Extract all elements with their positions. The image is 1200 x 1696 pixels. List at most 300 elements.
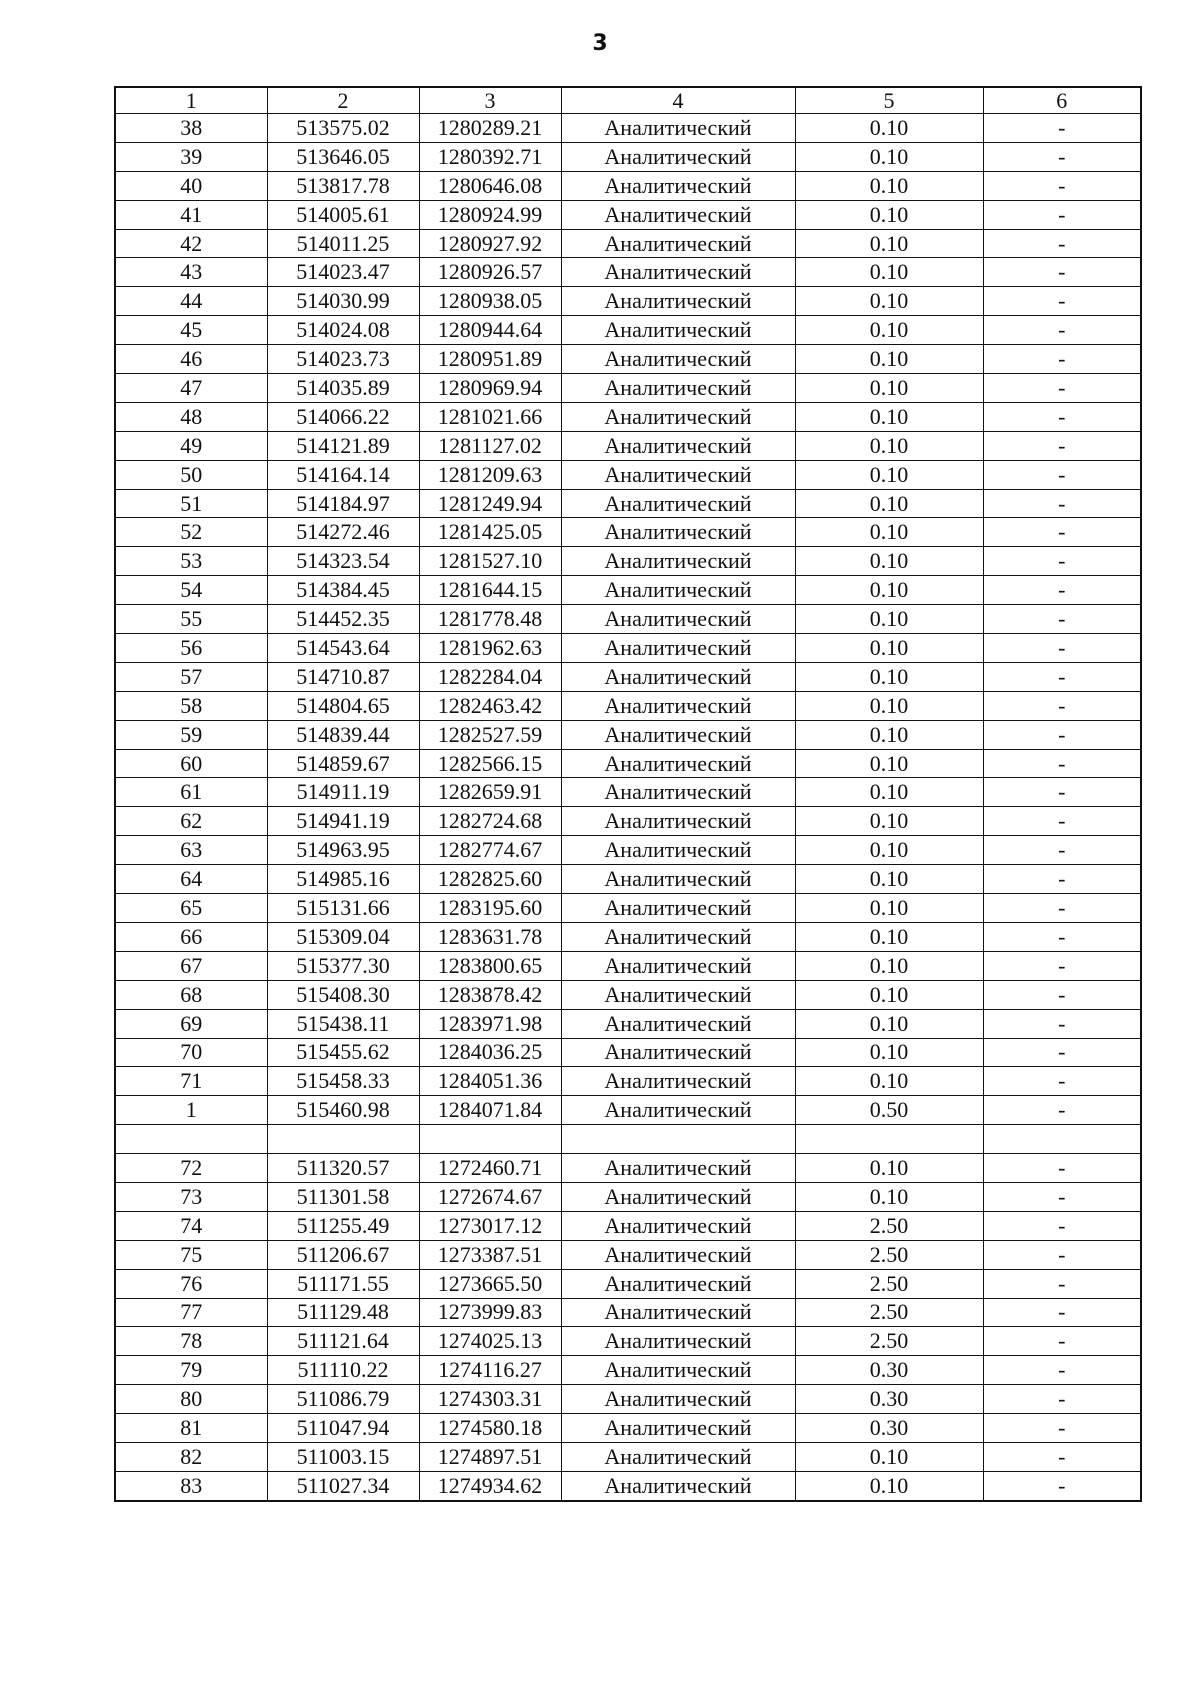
method-cell: Аналитический (561, 720, 795, 749)
table-row (115, 1471, 1141, 1500)
y-coordinate-cell: 1274580.18 (419, 1414, 561, 1443)
point-number-cell: 66 (115, 922, 267, 951)
y-coordinate-cell: 1274025.13 (419, 1327, 561, 1356)
point-number-cell: 46 (115, 345, 267, 374)
method-cell: Аналитический (561, 1269, 795, 1298)
method-cell: Аналитический (561, 229, 795, 258)
y-coordinate-cell: 1282527.59 (419, 720, 561, 749)
point-number-cell: 80 (115, 1385, 267, 1414)
point-number-cell: 42 (115, 229, 267, 258)
column-header: 1 (115, 87, 267, 114)
accuracy-cell: 0.10 (795, 547, 983, 576)
accuracy-cell: 2.50 (795, 1298, 983, 1327)
accuracy-cell: 0.10 (795, 1038, 983, 1067)
note-cell: - (983, 691, 1141, 720)
note-cell: - (983, 865, 1141, 894)
point-number-cell: 52 (115, 518, 267, 547)
accuracy-cell: 0.10 (795, 691, 983, 720)
table-row (115, 1038, 1141, 1067)
x-coordinate-cell: 514035.89 (267, 374, 419, 403)
method-cell: Аналитический (561, 1038, 795, 1067)
note-cell: - (983, 1414, 1141, 1443)
method-cell: Аналитический (561, 1240, 795, 1269)
note-cell: - (983, 114, 1141, 143)
y-coordinate-cell: 1281425.05 (419, 518, 561, 547)
x-coordinate-cell: 514452.35 (267, 605, 419, 634)
table-row (115, 1442, 1141, 1471)
x-coordinate-cell: 514030.99 (267, 287, 419, 316)
table-row (115, 1125, 1141, 1154)
accuracy-cell: 0.10 (795, 316, 983, 345)
accuracy-cell: 0.10 (795, 460, 983, 489)
table-row (115, 778, 1141, 807)
table-row (115, 720, 1141, 749)
point-number-cell: 45 (115, 316, 267, 345)
x-coordinate-cell: 514023.47 (267, 258, 419, 287)
method-cell (561, 1125, 795, 1154)
x-coordinate-cell: 514023.73 (267, 345, 419, 374)
table-row (115, 1240, 1141, 1269)
x-coordinate-cell: 515131.66 (267, 894, 419, 923)
accuracy-cell: 0.10 (795, 287, 983, 316)
y-coordinate-cell: 1284071.84 (419, 1096, 561, 1125)
y-coordinate-cell: 1282774.67 (419, 836, 561, 865)
note-cell: - (983, 229, 1141, 258)
note-cell: - (983, 836, 1141, 865)
table-body (115, 87, 1141, 1501)
point-number-cell (115, 1125, 267, 1154)
point-number-cell: 1 (115, 1096, 267, 1125)
y-coordinate-cell: 1273665.50 (419, 1269, 561, 1298)
method-cell: Аналитический (561, 836, 795, 865)
accuracy-cell: 0.10 (795, 662, 983, 691)
method-cell: Аналитический (561, 114, 795, 143)
x-coordinate-cell: 514164.14 (267, 460, 419, 489)
note-cell: - (983, 142, 1141, 171)
point-number-cell: 83 (115, 1471, 267, 1500)
method-cell: Аналитический (561, 431, 795, 460)
point-number-cell: 79 (115, 1356, 267, 1385)
y-coordinate-cell: 1280392.71 (419, 142, 561, 171)
y-coordinate-cell: 1283631.78 (419, 922, 561, 951)
accuracy-cell: 0.10 (795, 951, 983, 980)
accuracy-cell: 0.30 (795, 1356, 983, 1385)
column-header: 6 (983, 87, 1141, 114)
method-cell: Аналитический (561, 865, 795, 894)
table-row (115, 229, 1141, 258)
table-row (115, 374, 1141, 403)
method-cell: Аналитический (561, 1385, 795, 1414)
y-coordinate-cell: 1280938.05 (419, 287, 561, 316)
table-row (115, 1298, 1141, 1327)
accuracy-cell: 0.10 (795, 1067, 983, 1096)
column-header: 2 (267, 87, 419, 114)
table-row (115, 142, 1141, 171)
x-coordinate-cell (267, 1125, 419, 1154)
note-cell: - (983, 720, 1141, 749)
table-row (115, 1211, 1141, 1240)
point-number-cell: 48 (115, 402, 267, 431)
x-coordinate-cell: 514384.45 (267, 576, 419, 605)
x-coordinate-cell: 513817.78 (267, 171, 419, 200)
table-row (115, 1067, 1141, 1096)
x-coordinate-cell: 514543.64 (267, 634, 419, 663)
x-coordinate-cell: 511047.94 (267, 1414, 419, 1443)
table-row (115, 402, 1141, 431)
table-row (115, 1182, 1141, 1211)
table-row (115, 258, 1141, 287)
y-coordinate-cell: 1281527.10 (419, 547, 561, 576)
method-cell: Аналитический (561, 749, 795, 778)
point-number-cell: 54 (115, 576, 267, 605)
accuracy-cell: 2.50 (795, 1327, 983, 1356)
table-row (115, 1096, 1141, 1125)
y-coordinate-cell: 1281962.63 (419, 634, 561, 663)
note-cell: - (983, 1442, 1141, 1471)
note-cell: - (983, 778, 1141, 807)
accuracy-cell: 0.10 (795, 1154, 983, 1183)
table-row (115, 547, 1141, 576)
point-number-cell: 68 (115, 980, 267, 1009)
point-number-cell: 53 (115, 547, 267, 576)
point-number-cell: 64 (115, 865, 267, 894)
method-cell: Аналитический (561, 576, 795, 605)
method-cell: Аналитический (561, 258, 795, 287)
method-cell: Аналитический (561, 691, 795, 720)
y-coordinate-cell: 1274934.62 (419, 1471, 561, 1500)
table-row (115, 431, 1141, 460)
x-coordinate-cell: 514121.89 (267, 431, 419, 460)
y-coordinate-cell: 1281644.15 (419, 576, 561, 605)
y-coordinate-cell: 1280924.99 (419, 200, 561, 229)
x-coordinate-cell: 515458.33 (267, 1067, 419, 1096)
accuracy-cell: 0.10 (795, 402, 983, 431)
note-cell: - (983, 807, 1141, 836)
method-cell: Аналитический (561, 1182, 795, 1211)
method-cell: Аналитический (561, 1009, 795, 1038)
note-cell: - (983, 894, 1141, 923)
table-row (115, 922, 1141, 951)
method-cell: Аналитический (561, 922, 795, 951)
x-coordinate-cell: 514710.87 (267, 662, 419, 691)
y-coordinate-cell: 1283800.65 (419, 951, 561, 980)
note-cell: - (983, 374, 1141, 403)
note-cell: - (983, 951, 1141, 980)
x-coordinate-cell: 515408.30 (267, 980, 419, 1009)
point-number-cell: 82 (115, 1442, 267, 1471)
method-cell: Аналитический (561, 142, 795, 171)
y-coordinate-cell: 1280926.57 (419, 258, 561, 287)
method-cell: Аналитический (561, 518, 795, 547)
method-cell: Аналитический (561, 951, 795, 980)
accuracy-cell: 0.10 (795, 114, 983, 143)
note-cell: - (983, 576, 1141, 605)
method-cell: Аналитический (561, 1471, 795, 1500)
x-coordinate-cell: 514272.46 (267, 518, 419, 547)
x-coordinate-cell: 514804.65 (267, 691, 419, 720)
y-coordinate-cell: 1282659.91 (419, 778, 561, 807)
x-coordinate-cell: 513646.05 (267, 142, 419, 171)
point-number-cell: 70 (115, 1038, 267, 1067)
point-number-cell: 65 (115, 894, 267, 923)
x-coordinate-cell: 511171.55 (267, 1269, 419, 1298)
point-number-cell: 47 (115, 374, 267, 403)
point-number-cell: 41 (115, 200, 267, 229)
y-coordinate-cell: 1273999.83 (419, 1298, 561, 1327)
point-number-cell: 71 (115, 1067, 267, 1096)
accuracy-cell: 0.10 (795, 836, 983, 865)
table-row (115, 287, 1141, 316)
x-coordinate-cell: 514024.08 (267, 316, 419, 345)
note-cell: - (983, 634, 1141, 663)
accuracy-cell: 0.50 (795, 1096, 983, 1125)
table-row (115, 1269, 1141, 1298)
note-cell: - (983, 922, 1141, 951)
accuracy-cell: 2.50 (795, 1211, 983, 1240)
page-number: 3 (592, 31, 608, 56)
method-cell: Аналитический (561, 345, 795, 374)
table-row (115, 1327, 1141, 1356)
x-coordinate-cell: 511110.22 (267, 1356, 419, 1385)
point-number-cell: 49 (115, 431, 267, 460)
point-number-cell: 76 (115, 1269, 267, 1298)
x-coordinate-cell: 514941.19 (267, 807, 419, 836)
accuracy-cell: 0.10 (795, 431, 983, 460)
note-cell: - (983, 1211, 1141, 1240)
method-cell: Аналитический (561, 200, 795, 229)
point-number-cell: 74 (115, 1211, 267, 1240)
x-coordinate-cell: 511301.58 (267, 1182, 419, 1211)
note-cell: - (983, 200, 1141, 229)
y-coordinate-cell: 1274897.51 (419, 1442, 561, 1471)
accuracy-cell: 0.10 (795, 894, 983, 923)
method-cell: Аналитический (561, 1442, 795, 1471)
table-row (115, 518, 1141, 547)
point-number-cell: 50 (115, 460, 267, 489)
note-cell (983, 1125, 1141, 1154)
x-coordinate-cell: 511206.67 (267, 1240, 419, 1269)
point-number-cell: 67 (115, 951, 267, 980)
note-cell: - (983, 1182, 1141, 1211)
accuracy-cell: 0.10 (795, 258, 983, 287)
accuracy-cell: 0.10 (795, 922, 983, 951)
method-cell: Аналитический (561, 634, 795, 663)
method-cell: Аналитический (561, 1356, 795, 1385)
method-cell: Аналитический (561, 402, 795, 431)
accuracy-cell: 0.10 (795, 807, 983, 836)
point-number-cell: 56 (115, 634, 267, 663)
point-number-cell: 55 (115, 605, 267, 634)
table-row (115, 980, 1141, 1009)
accuracy-cell: 0.10 (795, 229, 983, 258)
point-number-cell: 59 (115, 720, 267, 749)
method-cell: Аналитический (561, 605, 795, 634)
y-coordinate-cell: 1284051.36 (419, 1067, 561, 1096)
point-number-cell: 62 (115, 807, 267, 836)
x-coordinate-cell: 511121.64 (267, 1327, 419, 1356)
point-number-cell: 57 (115, 662, 267, 691)
note-cell: - (983, 171, 1141, 200)
accuracy-cell: 0.10 (795, 171, 983, 200)
point-number-cell: 75 (115, 1240, 267, 1269)
x-coordinate-cell: 514985.16 (267, 865, 419, 894)
point-number-cell: 78 (115, 1327, 267, 1356)
method-cell: Аналитический (561, 489, 795, 518)
y-coordinate-cell: 1280646.08 (419, 171, 561, 200)
coordinates-table (114, 86, 1142, 1502)
y-coordinate-cell: 1274116.27 (419, 1356, 561, 1385)
header-row (115, 87, 1141, 114)
table-row (115, 489, 1141, 518)
y-coordinate-cell: 1272460.71 (419, 1154, 561, 1183)
y-coordinate-cell: 1274303.31 (419, 1385, 561, 1414)
y-coordinate-cell: 1280289.21 (419, 114, 561, 143)
point-number-cell: 77 (115, 1298, 267, 1327)
note-cell: - (983, 1240, 1141, 1269)
x-coordinate-cell: 514184.97 (267, 489, 419, 518)
note-cell: - (983, 460, 1141, 489)
method-cell: Аналитический (561, 807, 795, 836)
y-coordinate-cell: 1281778.48 (419, 605, 561, 634)
note-cell: - (983, 1067, 1141, 1096)
table-row (115, 951, 1141, 980)
table-row (115, 576, 1141, 605)
accuracy-cell: 0.10 (795, 865, 983, 894)
x-coordinate-cell: 514839.44 (267, 720, 419, 749)
note-cell: - (983, 662, 1141, 691)
x-coordinate-cell: 511086.79 (267, 1385, 419, 1414)
method-cell: Аналитический (561, 1327, 795, 1356)
table-row (115, 865, 1141, 894)
y-coordinate-cell: 1283971.98 (419, 1009, 561, 1038)
accuracy-cell: 0.10 (795, 142, 983, 171)
point-number-cell: 81 (115, 1414, 267, 1443)
note-cell: - (983, 547, 1141, 576)
table-row (115, 114, 1141, 143)
method-cell: Аналитический (561, 778, 795, 807)
x-coordinate-cell: 515309.04 (267, 922, 419, 951)
y-coordinate-cell: 1282724.68 (419, 807, 561, 836)
x-coordinate-cell: 515438.11 (267, 1009, 419, 1038)
y-coordinate-cell: 1273387.51 (419, 1240, 561, 1269)
table-row (115, 171, 1141, 200)
y-coordinate-cell: 1281021.66 (419, 402, 561, 431)
point-number-cell: 38 (115, 114, 267, 143)
table-row (115, 1356, 1141, 1385)
accuracy-cell (795, 1125, 983, 1154)
accuracy-cell: 0.10 (795, 1471, 983, 1500)
x-coordinate-cell: 514963.95 (267, 836, 419, 865)
method-cell: Аналитический (561, 171, 795, 200)
x-coordinate-cell: 511027.34 (267, 1471, 419, 1500)
table-row (115, 316, 1141, 345)
x-coordinate-cell: 511255.49 (267, 1211, 419, 1240)
accuracy-cell: 0.10 (795, 576, 983, 605)
y-coordinate-cell: 1280969.94 (419, 374, 561, 403)
x-coordinate-cell: 514911.19 (267, 778, 419, 807)
table-row (115, 1009, 1141, 1038)
accuracy-cell: 0.10 (795, 605, 983, 634)
note-cell: - (983, 489, 1141, 518)
y-coordinate-cell: 1272674.67 (419, 1182, 561, 1211)
y-coordinate-cell: 1280944.64 (419, 316, 561, 345)
note-cell: - (983, 1471, 1141, 1500)
accuracy-cell: 2.50 (795, 1240, 983, 1269)
y-coordinate-cell: 1280927.92 (419, 229, 561, 258)
point-number-cell: 40 (115, 171, 267, 200)
note-cell: - (983, 980, 1141, 1009)
note-cell: - (983, 1385, 1141, 1414)
x-coordinate-cell: 514323.54 (267, 547, 419, 576)
table-row (115, 200, 1141, 229)
note-cell: - (983, 431, 1141, 460)
point-number-cell: 43 (115, 258, 267, 287)
note-cell: - (983, 1096, 1141, 1125)
x-coordinate-cell: 514011.25 (267, 229, 419, 258)
method-cell: Аналитический (561, 316, 795, 345)
accuracy-cell: 0.10 (795, 489, 983, 518)
note-cell: - (983, 1298, 1141, 1327)
method-cell: Аналитический (561, 1298, 795, 1327)
table-row (115, 1154, 1141, 1183)
table-row (115, 1385, 1141, 1414)
x-coordinate-cell: 514005.61 (267, 200, 419, 229)
point-number-cell: 58 (115, 691, 267, 720)
y-coordinate-cell: 1282566.15 (419, 749, 561, 778)
accuracy-cell: 0.30 (795, 1385, 983, 1414)
method-cell: Аналитический (561, 894, 795, 923)
x-coordinate-cell: 515377.30 (267, 951, 419, 980)
accuracy-cell: 0.10 (795, 518, 983, 547)
table-row (115, 1414, 1141, 1443)
x-coordinate-cell: 511320.57 (267, 1154, 419, 1183)
point-number-cell: 69 (115, 1009, 267, 1038)
point-number-cell: 72 (115, 1154, 267, 1183)
method-cell: Аналитический (561, 460, 795, 489)
x-coordinate-cell: 514859.67 (267, 749, 419, 778)
point-number-cell: 63 (115, 836, 267, 865)
x-coordinate-cell: 515460.98 (267, 1096, 419, 1125)
note-cell: - (983, 1154, 1141, 1183)
accuracy-cell: 0.10 (795, 1182, 983, 1211)
note-cell: - (983, 1327, 1141, 1356)
point-number-cell: 61 (115, 778, 267, 807)
note-cell: - (983, 605, 1141, 634)
accuracy-cell: 0.10 (795, 634, 983, 663)
y-coordinate-cell: 1282825.60 (419, 865, 561, 894)
method-cell: Аналитический (561, 1211, 795, 1240)
table-row (115, 749, 1141, 778)
table-row (115, 460, 1141, 489)
accuracy-cell: 0.10 (795, 345, 983, 374)
table-row (115, 662, 1141, 691)
y-coordinate-cell: 1282284.04 (419, 662, 561, 691)
note-cell: - (983, 402, 1141, 431)
accuracy-cell: 0.10 (795, 749, 983, 778)
y-coordinate-cell: 1283195.60 (419, 894, 561, 923)
point-number-cell: 51 (115, 489, 267, 518)
note-cell: - (983, 1356, 1141, 1385)
method-cell: Аналитический (561, 1414, 795, 1443)
y-coordinate-cell: 1280951.89 (419, 345, 561, 374)
note-cell: - (983, 1269, 1141, 1298)
y-coordinate-cell: 1273017.12 (419, 1211, 561, 1240)
accuracy-cell: 0.10 (795, 1442, 983, 1471)
x-coordinate-cell: 513575.02 (267, 114, 419, 143)
point-number-cell: 73 (115, 1182, 267, 1211)
column-header: 5 (795, 87, 983, 114)
table-row (115, 836, 1141, 865)
